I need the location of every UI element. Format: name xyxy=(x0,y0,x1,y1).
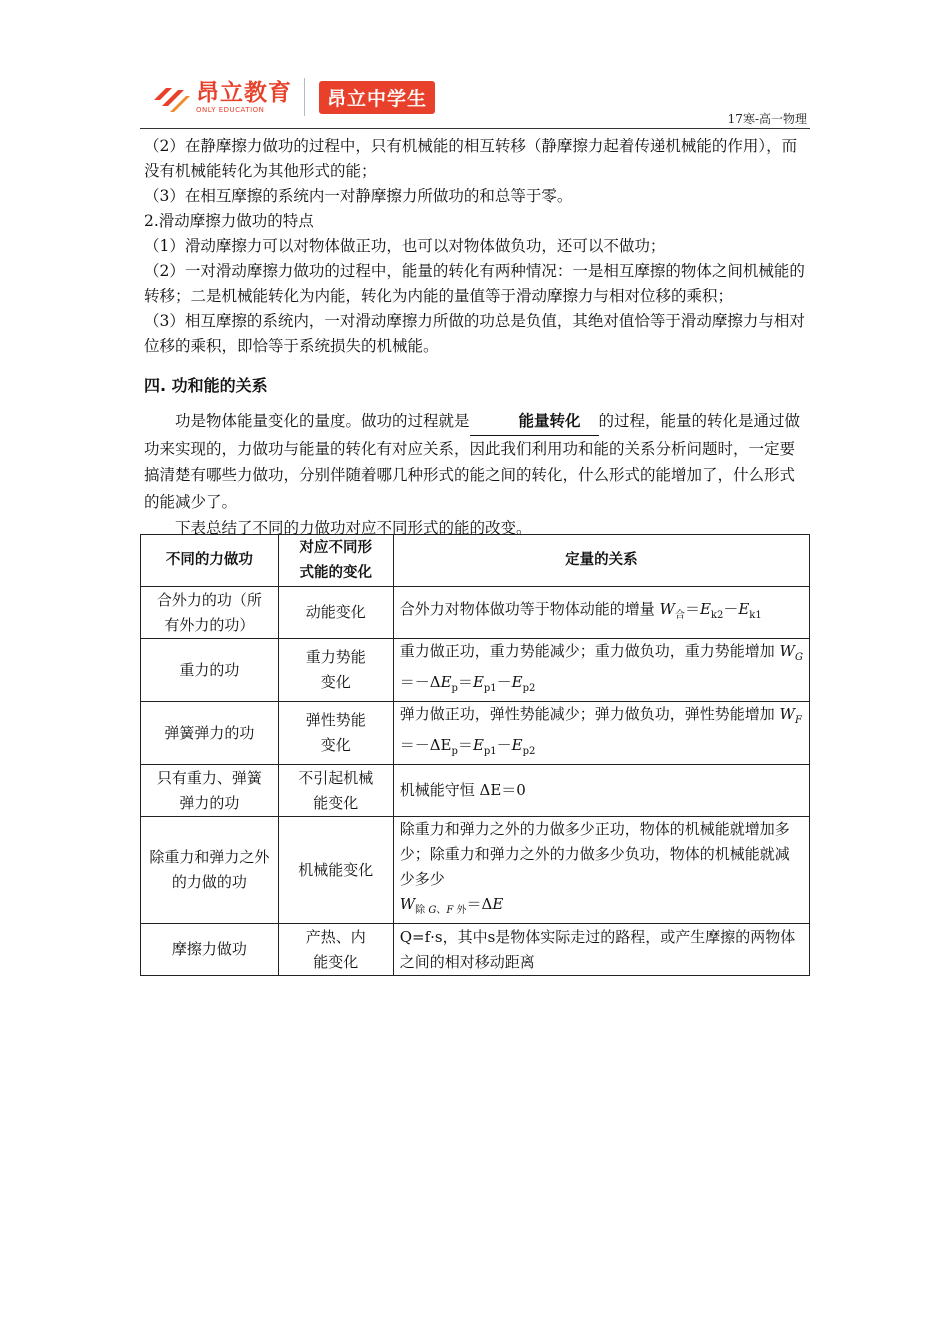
logo-icon xyxy=(152,80,190,114)
force-cell: 只有重力、弹簧弹力的功 xyxy=(141,765,279,817)
sliding-friction-point-2: （2）一对滑动摩擦力做功的过程中，能量的转化有两种情况：一是相互摩擦的物体之间机械能的转移；二是机械能转化为内能，转化为内能的量值等于滑动摩擦力与相对位移的乘积； xyxy=(144,262,805,305)
energy-cell: 弹性势能变化 xyxy=(278,702,393,765)
table-header: 对应不同形式能的变化 xyxy=(278,535,393,587)
table-header: 不同的力做功 xyxy=(141,535,279,587)
relation-cell: 合外力对物体做功等于物体动能的增量 $W_合=E_{k2}-E_{k1}$ xyxy=(393,587,809,639)
relation-text: 重力做正功，重力势能减少；重力做负功，重力势能增加 xyxy=(399,642,775,660)
badge: 昂立中学生 xyxy=(319,81,435,114)
para1-text-a: 功是物体能量变化的量度。做功的过程就是 xyxy=(175,412,470,430)
relation-cell: Q=f·s，其中s是物体实际走过的路程，或产生摩擦的两物体之间的相对移动距离 xyxy=(393,924,809,976)
relation-text: 合外力对物体做功等于物体动能的增量 xyxy=(399,600,655,618)
course-label: 17寒-高一物理 xyxy=(727,112,807,126)
table-row xyxy=(141,765,810,817)
work-energy-table xyxy=(140,534,810,976)
relation-cell: 除重力和弹力之外的力做多少正功，物体的机械能就增加多少；除重力和弹力之外的力做多少负功，物体的机械能就减少多少 $W_{除 G、F 外}=\Delta E$ xyxy=(393,817,809,924)
relation-text: 除重力和弹力之外的力做多少正功，物体的机械能就增加多少；除重力和弹力之外的力做多少负功，物体的机械能就减少多少 xyxy=(399,820,790,888)
energy-cell: 不引起机械能变化 xyxy=(278,765,393,817)
table-row xyxy=(141,587,810,639)
table-row xyxy=(141,817,810,924)
page-header xyxy=(0,0,950,132)
sliding-friction-point-1: （1）滑动摩擦力可以对物体做正功，也可以对物体做负功，还可以不做功； xyxy=(144,237,666,255)
brand-logo xyxy=(152,78,435,116)
table-intro: 下表总结了不同的力做功对应不同形式的能的改变。 xyxy=(175,519,532,537)
energy-cell: 机械能变化 xyxy=(278,817,393,924)
force-cell: 重力的功 xyxy=(141,639,279,702)
main-content xyxy=(144,134,808,542)
para1-text-b: 的过程，能量的转化是通过做功来实现的，力做功与能量的转化有对应关系，因此我们利用功和能的关系分析问题时，一定要搞清楚有哪些力做功，分别伴随着哪几种形式的能之间的转化，什么形式的能增加了，什么形式的能减少了。 xyxy=(144,412,801,511)
logo-en: ONLY EDUCATION xyxy=(196,105,265,114)
relation-cell: 弹力做正功，弹性势能减少；弹力做负功，弹性势能增加 $W_F=-\Delta E_p=E_{p1}-E_{p2}$ xyxy=(393,702,809,765)
force-cell: 合外力的功（所有外力的功） xyxy=(141,587,279,639)
table-row xyxy=(141,924,810,976)
work-energy-paragraph xyxy=(144,408,808,515)
energy-cell: 产热、内能变化 xyxy=(278,924,393,976)
static-friction-point-2: （2）在静摩擦力做功的过程中，只有机械能的相互转移（静摩擦力起着传递机械能的作用），而没有机械能转化为其他形式的能； xyxy=(144,137,798,180)
force-cell: 摩擦力做功 xyxy=(141,924,279,976)
fill-blank-answer: 能量转化 xyxy=(470,408,599,436)
table-header: 定量的关系 xyxy=(393,535,809,587)
table-row xyxy=(141,702,810,765)
energy-cell: 重力势能变化 xyxy=(278,639,393,702)
header-rule xyxy=(140,128,810,129)
table-header-row xyxy=(141,535,810,587)
logo-cn: 昂立教育 xyxy=(196,79,292,106)
relation-cell xyxy=(393,765,809,817)
sliding-friction-title: 2.滑动摩擦力做功的特点 xyxy=(144,212,314,230)
table-row xyxy=(141,639,810,702)
relation-text: 弹力做正功，弹性势能减少；弹力做负功，弹性势能增加 xyxy=(399,705,775,723)
sliding-friction-point-3: （3）相互摩擦的系统内，一对滑动摩擦力所做的功总是负值，其绝对值恰等于滑动摩擦力与相对位移的乘积，即恰等于系统损失的机械能。 xyxy=(144,312,805,355)
force-cell: 弹簧弹力的功 xyxy=(141,702,279,765)
force-cell: 除重力和弹力之外的力做的功 xyxy=(141,817,279,924)
relation-formula: ΔE＝0 xyxy=(479,781,526,799)
energy-cell: 动能变化 xyxy=(278,587,393,639)
relation-cell: 重力做正功，重力势能减少；重力做负功，重力势能增加 $W_G=-\Delta E_p=E_{p1}-E_{p2}$ xyxy=(393,639,809,702)
static-friction-point-3: （3）在相互摩擦的系统内一对静摩擦力所做功的和总等于零。 xyxy=(144,187,573,205)
logo-divider xyxy=(304,78,305,116)
section-title: 四. 功和能的关系 xyxy=(144,376,268,395)
relation-text: 机械能守恒 xyxy=(399,781,475,799)
